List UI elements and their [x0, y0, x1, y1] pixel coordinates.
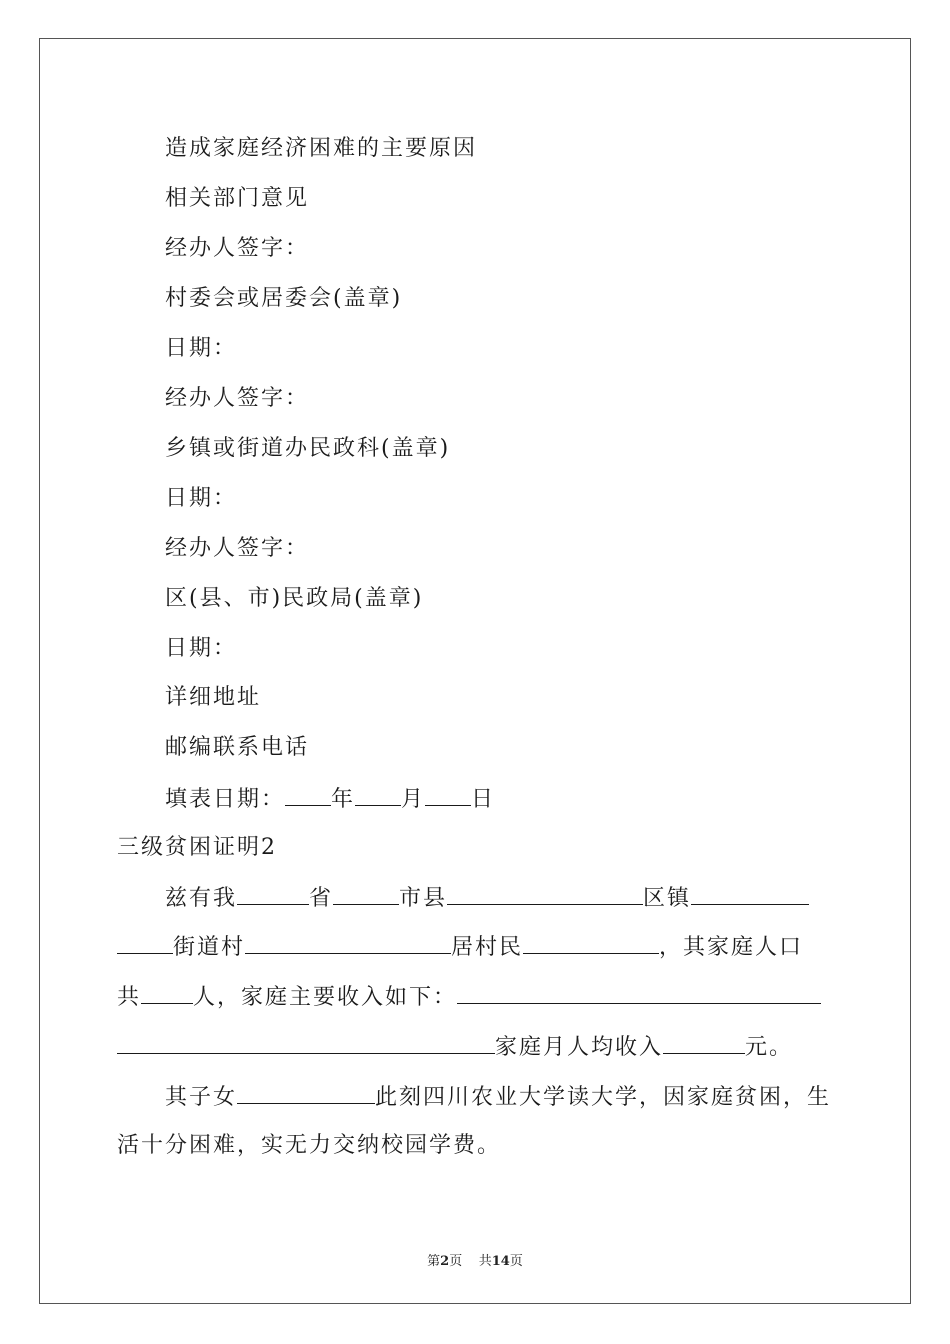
- year-blank[interactable]: [285, 783, 331, 806]
- year-label: 年: [331, 787, 356, 812]
- para1-line2: [117, 931, 803, 963]
- income-blank[interactable]: [457, 981, 821, 1004]
- text-seg: 人，家庭主要收入如下：: [193, 985, 458, 1010]
- current-page: 2: [440, 1254, 450, 1269]
- province-blank[interactable]: [237, 882, 309, 905]
- day-blank[interactable]: [425, 783, 471, 806]
- fill-date-line: [165, 783, 495, 815]
- text-seg: 此刻四川农业大学读大学，因家庭贫困，生: [375, 1085, 832, 1110]
- text-line: 经办人签字：: [165, 236, 310, 261]
- text-line: 相关部门意见: [165, 186, 310, 211]
- text-seg: 元。: [745, 1035, 794, 1060]
- text-line: 日期：: [165, 336, 238, 361]
- footer-text: 共: [478, 1254, 492, 1269]
- text-line: 邮编联系电话: [165, 735, 310, 760]
- para1-line4: [117, 1031, 793, 1063]
- para1-line3: [117, 981, 821, 1013]
- text-line: 日期：: [165, 486, 238, 511]
- text-line: 造成家庭经济困难的主要原因: [165, 136, 478, 161]
- day-label: 日: [471, 787, 496, 812]
- monthly-income-blank[interactable]: [663, 1031, 745, 1054]
- footer-text: 页: [509, 1254, 523, 1269]
- resident-blank[interactable]: [523, 931, 659, 954]
- child-name-blank[interactable]: [237, 1081, 375, 1104]
- city-blank[interactable]: [333, 882, 399, 905]
- text-seg: 街道村: [173, 935, 246, 960]
- text-seg: ，其家庭人口: [659, 935, 804, 960]
- town-blank[interactable]: [691, 882, 809, 905]
- text-seg: 家庭月人均收入: [495, 1035, 664, 1060]
- month-label: 月: [401, 787, 426, 812]
- page-footer: [0, 1250, 950, 1269]
- text-seg: 省: [309, 886, 334, 911]
- text-seg: 市县: [399, 886, 448, 911]
- text-line: 详细地址: [165, 685, 262, 710]
- fill-date-label: 填表日期：: [165, 787, 286, 812]
- text-seg: 其子女: [165, 1085, 238, 1110]
- footer-text: 第: [427, 1254, 441, 1269]
- text-seg: 共: [117, 985, 142, 1010]
- text-line: 区(县、市)民政局(盖章): [165, 586, 424, 611]
- total-pages: 14: [491, 1254, 510, 1269]
- month-blank[interactable]: [355, 783, 401, 806]
- county-blank[interactable]: [447, 882, 643, 905]
- para2-line2: 活十分困难，实无力交纳校园学费。: [117, 1133, 502, 1158]
- para1-line1: [165, 882, 809, 914]
- text-seg: 兹有我: [165, 886, 238, 911]
- village-blank[interactable]: [245, 931, 451, 954]
- page-frame: [39, 38, 911, 1304]
- para2-line1: [165, 1081, 831, 1113]
- text-seg: 区镇: [643, 886, 692, 911]
- section-title: 三级贫困证明2: [117, 835, 277, 860]
- text-line: 乡镇或街道办民政科(盖章): [165, 436, 451, 461]
- population-blank[interactable]: [141, 981, 193, 1004]
- street-blank[interactable]: [117, 931, 173, 954]
- text-line: 经办人签字：: [165, 536, 310, 561]
- text-seg: 居村民: [451, 935, 524, 960]
- income-blank-2[interactable]: [117, 1031, 495, 1054]
- text-line: 村委会或居委会(盖章): [165, 286, 403, 311]
- text-line: 经办人签字：: [165, 386, 310, 411]
- footer-text: 页: [449, 1254, 463, 1269]
- text-line: 日期：: [165, 636, 238, 661]
